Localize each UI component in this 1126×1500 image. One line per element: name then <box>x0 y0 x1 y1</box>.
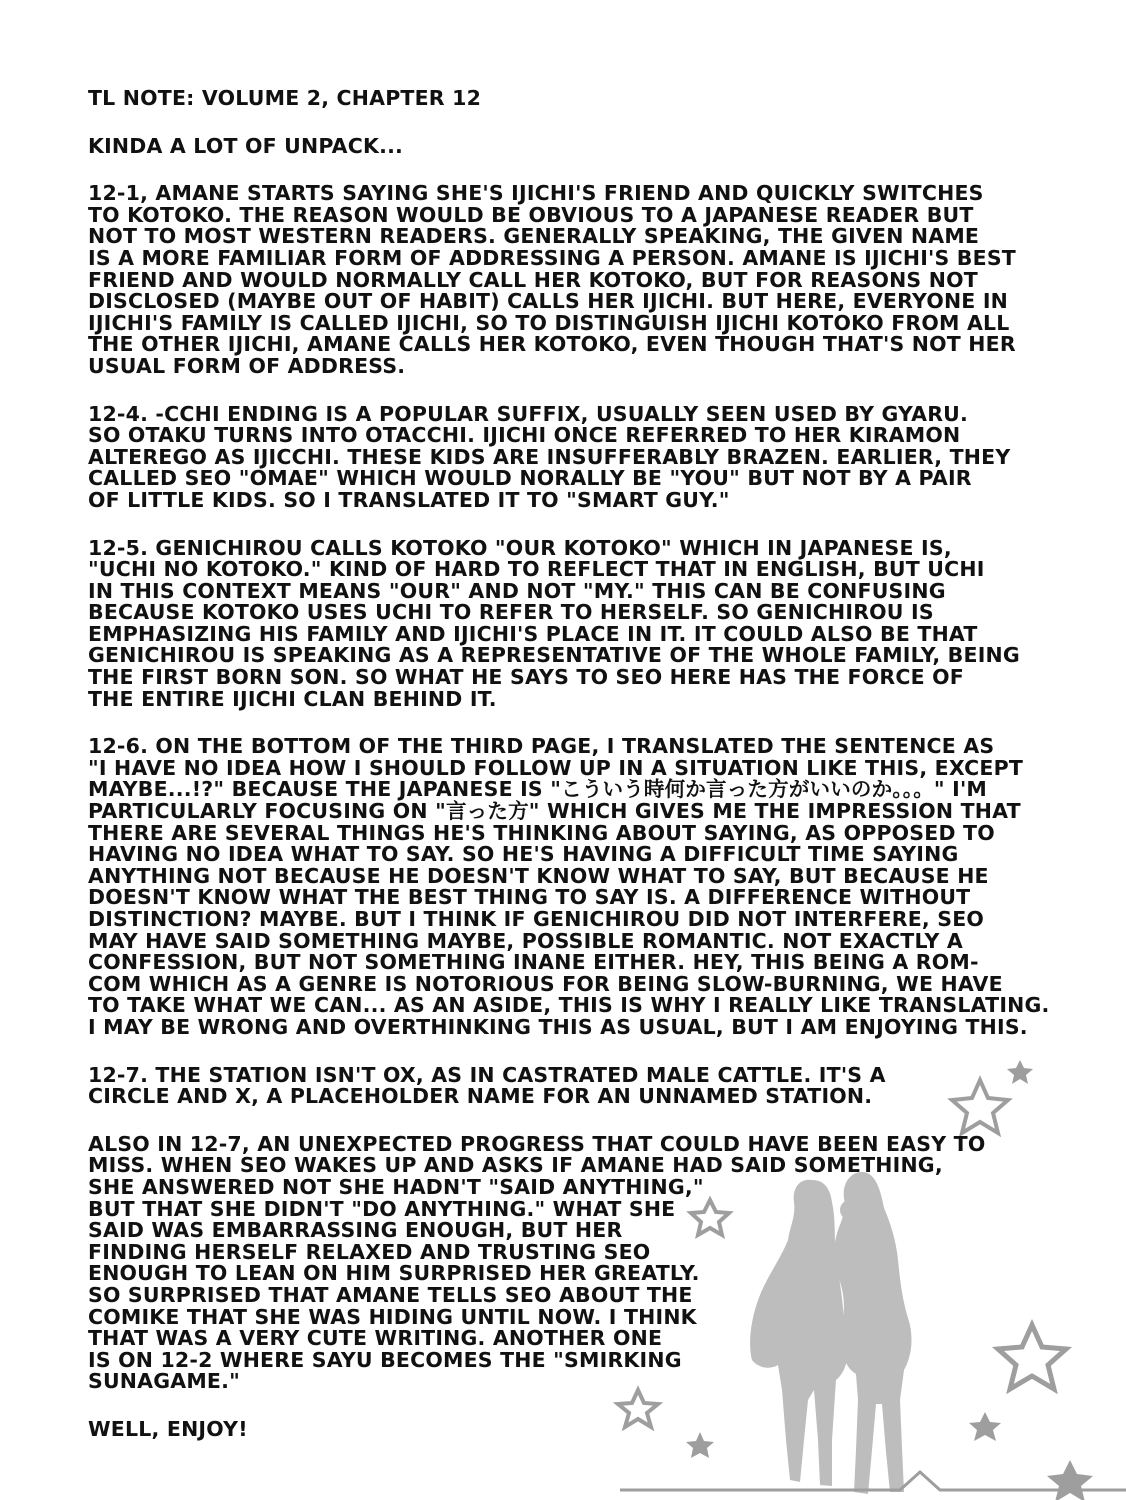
note-12-6: 12-6. ON THE BOTTOM OF THE THIRD PAGE, I TRANSLATED THE SENTENCE AS "I HAVE NO IDEA HOW I SHOULD FOLLOW UP IN A SITUATION LIKE THIS, EXCEPT MAYBE...!?" BECAUSE THE JAPANESE IS "こういう時何か言った方がいいのか。。。" I'M PARTICULARLY FOCUSING ON "言った方" WHICH GIVES ME THE IMPRESSION THAT THERE ARE SEVERAL THINGS HE'S THINKING ABOUT SAYING, AS OPPOSED TO HAVING NO IDEA WHAT TO SAY. SO HE'S HAVING A DIFFICULT TIME SAYING ANYTHING NOT BECAUSE HE DOESN'T KNOW WHAT TO SAY, BUT BECAUSE HE DOESN'T KNOW WHAT THE BEST THING TO SAY IS. A DIFFERENCE WITHOUT DISTINCTION? MAYBE. BUT I THINK IF GENICHIROU DID NOT INTERFERE, SEO MAY HAVE SAID SOMETHING MAYBE, POSSIBLE ROMANTIC. NOT EXACTLY A CONFESSION, BUT NOT SOMETHING INANE EITHER. HEY, THIS BEING A ROM- COM WHICH AS A GENRE IS NOTORIOUS FOR BEING SLOW-BURNING, WE HAVE TO TAKE WHAT WE CAN... AS AN ASIDE, THIS IS WHY I REALLY LIKE TRANSLATING. I MAY BE WRONG AND OVERTHINKING THIS AS USUAL, BUT I AM ENJOYING THIS. <box>88 734 1050 1039</box>
note-intro: KINDA A LOT OF UNPACK... <box>88 133 404 158</box>
star-icon <box>1047 1460 1093 1500</box>
note-12-5: 12-5. GENICHIROU CALLS KOTOKO "OUR KOTOKO" WHICH IN JAPANESE IS, "UCHI NO KOTOKO." KIND OF HARD TO REFLECT THAT IN ENGLISH, BUT UCHI IN THIS CONTEXT MEANS "OUR" AND NOT "MY." THIS CAN BE CONFUSING BECAUSE KOTOKO USES UCHI TO REFER TO HERSELF. SO GENICHIROU IS EMPHASIZING HIS FAMILY AND IJICHI'S PLACE IN IT. IT COULD ALSO BE THAT GENICHIROU IS SPEAKING AS A REPRESENTATIVE OF THE WHOLE FAMILY, BEING THE FIRST BORN SON. SO WHAT HE SAYS TO SEO HERE HAS THE FORCE OF THE ENTIRE IJICHI CLAN BEHIND IT. <box>88 535 1020 711</box>
note-12-7-also: ALSO IN 12-7, AN UNEXPECTED PROGRESS THAT COULD HAVE BEEN EASY TO MISS. WHEN SEO WAKES UP AND ASKS IF AMANE HAD SAID SOMETHING, SHE ANSWERED NOT SHE HADN'T "SAID ANYTHING," BUT THAT SHE DIDN'T "DO ANYTHING." WHAT SHE SAID WAS EMBARRASSING ENOUGH, BUT HER FINDING HERSELF RELAXED AND TRUSTING SEO ENOUGH TO LEAN ON HIM SURPRISED HER GREATLY. SO SURPRISED THAT AMANE TELLS SEO ABOUT THE COMIKE THAT SHE WAS HIDING UNTIL NOW. I THINK THAT WAS A VERY CUTE WRITING. ANOTHER ONE IS ON 12-2 WHERE SAYU BECOMES THE "SMIRKING SUNAGAME." <box>88 1131 986 1394</box>
note-title: TL NOTE: VOLUME 2, CHAPTER 12 <box>88 86 482 110</box>
note-12-7: 12-7. THE STATION ISN'T OX, AS IN CASTRATED MALE CATTLE. IT'S A CIRCLE AND X, A PLACEHOLDER NAME FOR AN UNNAMED STATION. <box>88 1062 886 1109</box>
note-12-1: 12-1, AMANE STARTS SAYING SHE'S IJICHI'S FRIEND AND QUICKLY SWITCHES TO KOTOKO. THE REASON WOULD BE OBVIOUS TO A JAPANESE READER BUT NOT TO MOST WESTERN READERS. GENERALLY SPEAKING, THE GIVEN NAME IS A MORE FAMILIAR FORM OF ADDRESSING A PERSON. AMANE IS IJICHI'S BEST FRIEND AND WOULD NORMALLY CALL HER KOTOKO, BUT FOR REASONS NOT DISCLOSED (MAYBE OUT OF HABIT) CALLS HER IJICHI. BUT HERE, EVERYONE IN IJICHI'S FAMILY IS CALLED IJICHI, SO TO DISTINGUISH IJICHI KOTOKO FROM ALL THE OTHER IJICHI, AMANE CALLS HER KOTOKO, EVEN THOUGH THAT'S NOT HER USUAL FORM OF ADDRESS. <box>88 181 1016 378</box>
note-closing: WELL, ENJOY! <box>88 1416 248 1441</box>
note-12-4: 12-4. -CCHI ENDING IS A POPULAR SUFFIX, USUALLY SEEN USED BY GYARU. SO OTAKU TURNS INTO OTACCHI. IJICHI ONCE REFERRED TO HER KIRAMON ALTEREGO AS IJICCHI. THESE KIDS ARE INSUFFERABLY BRAZEN. EARLIER, THEY CALLED SEO "OMAE" WHICH WOULD NORALLY BE "YOU" BUT NOT BY A PAIR OF LITTLE KIDS. SO I TRANSLATED IT TO "SMART GUY." <box>88 401 1011 512</box>
translator-note-text <box>88 88 1063 1440</box>
ground-line <box>620 1472 1126 1490</box>
